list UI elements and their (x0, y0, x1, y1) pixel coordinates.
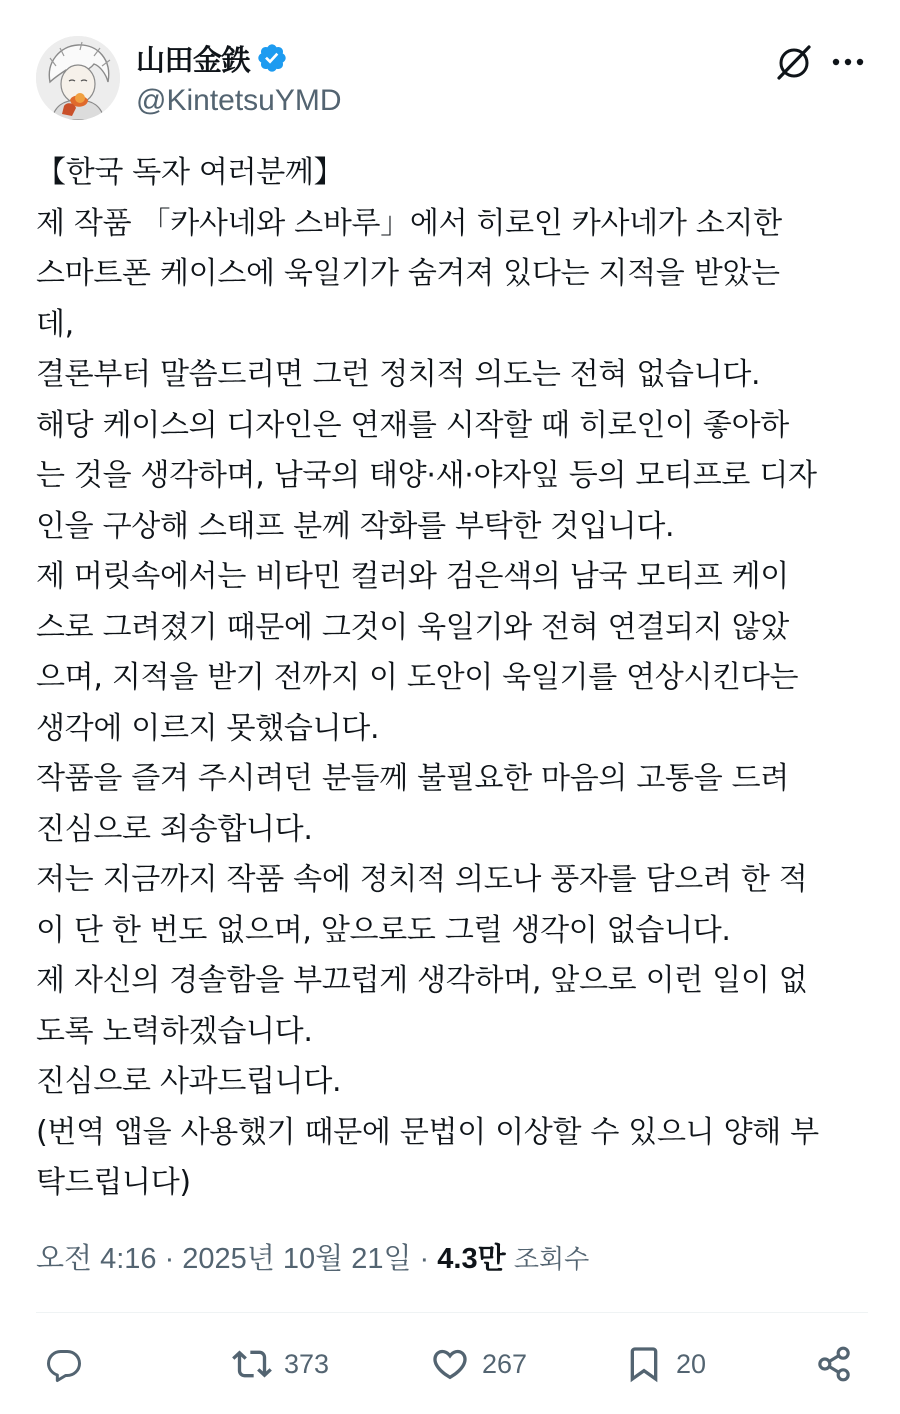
tweet-text-line: 이 단 한 번도 없으며, 앞으로도 그럴 생각이 없습니다. (36, 912, 731, 948)
views-label: 조회수 (505, 1245, 590, 1275)
tweet-text-line: (번역 앱을 사용했기 때문에 문법이 이상할 수 있으니 양해 부 (36, 1114, 819, 1150)
avatar-illustration (36, 36, 120, 120)
tweet-meta (36, 1236, 589, 1277)
tweet-text-line: 제 작품 「카사네와 스바루」에서 히로인 카사네가 소지한 (36, 205, 782, 241)
grok-icon[interactable] (774, 42, 814, 82)
retweet-count: 373 (284, 1348, 330, 1379)
tweet-text-line: 저는 지금까지 작품 속에 정치적 의도나 풍자를 담으려 한 적 (36, 862, 808, 897)
tweet-text-line: 스마트폰 케이스에 욱일기가 숨겨져 있다는 지적을 받았는 (36, 256, 780, 291)
heart-icon (430, 1344, 470, 1384)
tweet-text-line: 해당 케이스의 디자인은 연재를 시작할 때 히로인이 좋아하 (36, 407, 789, 443)
share-icon (814, 1344, 854, 1384)
tweet-text (36, 148, 876, 1209)
reply-icon (44, 1344, 84, 1384)
tweet-text-line: 도록 노력하겠습니다. (36, 1013, 313, 1049)
author-name[interactable]: 山田金鉄 (136, 42, 251, 77)
tweet-text-line: 【한국 독자 여러분께】 (36, 155, 344, 190)
tweet-header (36, 36, 868, 124)
tweet-text-line: 진심으로 죄송합니다. (36, 811, 313, 847)
more-icon[interactable] (828, 42, 868, 82)
tweet-text-line: 스로 그려졌기 때문에 그것이 욱일기와 전혀 연결되지 않았 (36, 609, 789, 645)
action-bar (36, 1334, 868, 1394)
tweet-text-line: 탁드립니다) (36, 1165, 191, 1200)
bookmark-icon (624, 1344, 664, 1384)
like-count: 267 (482, 1348, 528, 1379)
avatar[interactable] (36, 36, 120, 120)
tweet-text-line: 인을 구상해 스태프 분께 작화를 부탁한 것입니다. (36, 508, 675, 544)
author-handle[interactable]: @KintetsuYMD (136, 84, 342, 117)
bookmark-button[interactable] (624, 1334, 706, 1394)
tweet-text-line: 생각에 이르지 못했습니다. (36, 710, 380, 746)
views-count[interactable]: 4.3만 (437, 1243, 506, 1275)
tweet-text-line: 으며, 지적을 받기 전까지 이 도안이 욱일기를 연상시킨다는 (36, 660, 799, 695)
tweet-text-line: 작품을 즐겨 주시려던 분들께 불필요한 마음의 고통을 드려 (36, 761, 789, 796)
divider (36, 1312, 868, 1313)
timestamp[interactable]: 오전 4:16 · 2025년 10월 21일 · (36, 1243, 438, 1275)
author-name-row (136, 38, 342, 78)
tweet-text-line: 데, (36, 306, 74, 342)
like-button[interactable] (430, 1334, 527, 1394)
retweet-icon (232, 1344, 272, 1384)
tweet-text-line: 제 자신의 경솔함을 부끄럽게 생각하며, 앞으로 이런 일이 없 (36, 963, 808, 998)
tweet-text-line: 진심으로 사과드립니다. (36, 1064, 342, 1099)
verified-badge-icon[interactable] (256, 42, 288, 74)
retweet-button[interactable] (232, 1334, 329, 1394)
tweet-text-line: 결론부터 말씀드리면 그런 정치적 의도는 전혀 없습니다. (36, 357, 761, 392)
author-info (136, 38, 342, 118)
tweet-text-line: 는 것을 생각하며, 남국의 태양·새·야자잎 등의 모티프로 디자 (36, 458, 817, 493)
bookmark-count: 20 (676, 1348, 707, 1379)
tweet-text-line: 제 머릿속에서는 비타민 컬러와 검은색의 남국 모티프 케이 (36, 559, 789, 594)
reply-button[interactable] (44, 1334, 96, 1394)
share-button[interactable] (814, 1334, 854, 1394)
